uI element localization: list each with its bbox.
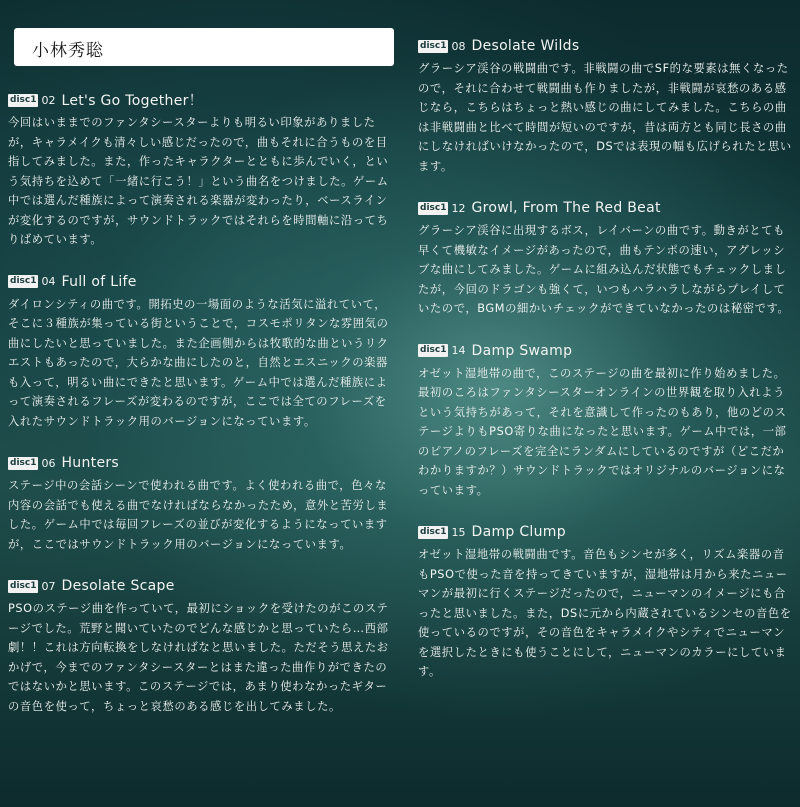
- track-header: [418, 341, 794, 361]
- disc-badge: disc1: [420, 40, 447, 51]
- track-header: [418, 198, 794, 218]
- disc-badge: disc1: [420, 345, 447, 355]
- track-entry: [418, 36, 794, 176]
- disc-badge: disc1: [10, 276, 37, 286]
- track-header: [8, 90, 398, 110]
- disc-badge: disc1: [10, 457, 37, 468]
- composer-name-box: [14, 28, 394, 66]
- track-description: グラーシア渓谷に出現するボス，レイバーンの曲です。動きがとても早くて機敏なイメージがあったので，曲もテンポの速い，アグレッシブな曲にしてみました。ゲームに組み込んだ状態でもチェックしましたが，今回のドラゴンも強くて，いつもハラハラしながらプレイしていたので，BGMの細かいチェックができていなかったのは秘密です。: [418, 224, 790, 315]
- track-title: Full of Life: [61, 273, 137, 290]
- track-description: オゼット湿地帯の曲で，このステージの曲を最初に作り始めました。最初のころはファンタシースターオンラインの世界観を取り入れようという気持ちがあって，それを意識して作ったのもあり，他のどのステージよりもPSO寄りな曲になったと思います。ゲーム中では，一部のピアノのフレーズを完全にランダムにしているのですが（どこだかわかりますか？）サウンドトラックではオリジナルのバージョンになっています。: [418, 366, 787, 497]
- track-number: 15: [451, 525, 466, 539]
- track-entry: [418, 198, 794, 319]
- track-title: Let's Go Together！: [61, 93, 203, 109]
- track-header: [8, 576, 398, 596]
- track-entry: [8, 90, 398, 250]
- track-header: [8, 272, 398, 292]
- track-entry: [418, 522, 794, 682]
- track-entry: [418, 341, 794, 501]
- track-number: 06: [41, 456, 56, 470]
- track-header: [8, 453, 398, 473]
- disc-badge: disc1: [10, 94, 37, 105]
- track-title: Desolate Wilds: [471, 38, 580, 54]
- left-column: [8, 90, 398, 738]
- disc-badge: disc1: [10, 580, 37, 591]
- track-title: Desolate Scape: [61, 578, 175, 594]
- composer-name: 小林秀聡: [32, 41, 104, 61]
- track-header: [418, 522, 794, 542]
- disc-badge: disc1: [420, 526, 447, 537]
- disc-badge: disc1: [420, 202, 447, 213]
- track-description: ステージ中の会話シーンで使われる曲です。よく使われる曲で，色々な内容の会話でも使える曲でなければならなかったため，意外と苦労しました。ゲーム中では毎回フレーズの並びが変化するようになっていますが，ここではサウンドトラック用のバージョンになっています。: [8, 479, 389, 551]
- track-description: PSOのステージ曲を作っていて，最初にショックを受けたのがこのステージでした。荒野と聞いていたのでどんな感じかと思っていたら…西部劇！！これは方向転換をしなければなと思いました。ただそう思えたおかげで，今までのファンタシースターとはまた違った曲作りができたのではないかと思います。このステージでは，あまり使わなかったギターの音色を使って，ちょっと哀愁のある感じを出してみました。: [8, 602, 389, 713]
- track-number: 02: [41, 93, 56, 107]
- right-column: [418, 36, 794, 704]
- track-title: Hunters: [61, 455, 120, 471]
- track-number: 12: [451, 201, 466, 215]
- track-number: 08: [451, 39, 466, 53]
- track-description: ダイロンシティの曲です。開拓史の一場面のような活気に溢れていて，そこに３種族が集っている街ということで，コスモポリタンな雰囲気の曲にしたいと思っていました。また企画側からは牧歌的な曲というリクエストもあったので，大らかな曲にしたのと，自然とエスニックの楽器も入って，明るい曲にできたと思います。ゲーム中では選んだ種族によって演奏されるフレーズが変わるのですが，ここでは全てのフレーズを入れたサウンドトラック用のバージョンになっています。: [8, 297, 389, 428]
- track-description: 今回はいままでのファンタシースターよりも明るい印象がありましたが，キャラメイクも清々しい感じだったので，曲もそれに合うものを目指してみました。また，作ったキャラクターとともに歩んでいく，という気持ちを込めて「一緒に行こう！」という曲名をつけました。ゲーム中では選んだ種族によって演奏される楽器が変わったり，ベースラインが変化するのですが，サウンドトラックではそれらを時間軸に沿ってちりばめています。: [8, 116, 389, 246]
- track-number: 14: [451, 344, 466, 357]
- track-number: 07: [41, 579, 56, 593]
- track-description: グラーシア渓谷の戦闘曲です。非戦闘の曲でSF的な要素は無くなったので，それに合わせて戦闘曲も作りましたが，非戦闘が哀愁のある感じなら，こちらはちょっと熱い感じの曲にしてみました。こちらの曲は非戦闘曲と比べて時間が短いのですが，昔は両方とも同じ長さの曲にしなければいけなかったので，DSでは表現の幅も広げられたと思います。: [418, 62, 792, 173]
- track-title: Damp Swamp: [471, 342, 573, 359]
- track-title: Growl, From The Red Beat: [471, 200, 661, 216]
- track-title: Damp Clump: [471, 524, 566, 540]
- track-number: 04: [41, 275, 56, 288]
- track-entry: [8, 453, 398, 554]
- track-header: [418, 36, 794, 56]
- track-description: オゼット湿地帯の戦闘曲です。音色もシンセが多く，リズム楽器の音もPSOで使った音を持ってきていますが，湿地帯は月から来たニューマンが最初に行くステージだったので，ニューマンのイメージにも合ったと思いました。また，DSに元から内蔵されているシンセの音色を使っているのですが，その音色をキャラメイクやシティでニューマンを選択したときにも使うことにして，ニューマンのカラーにしています。: [418, 548, 792, 678]
- track-entry: [8, 576, 398, 716]
- track-entry: [8, 272, 398, 432]
